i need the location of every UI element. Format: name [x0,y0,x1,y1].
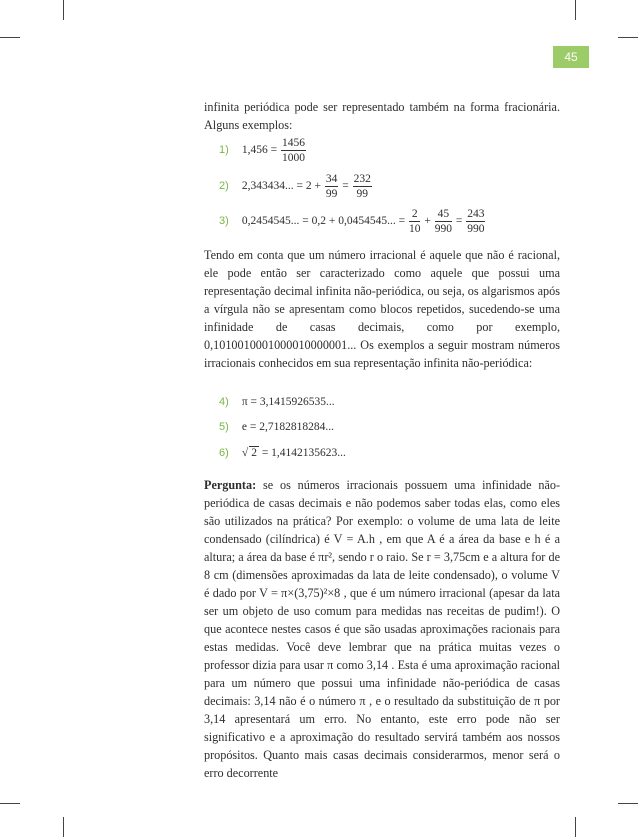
example-number: 6) [219,447,229,459]
crop-mark [0,803,20,804]
fraction [353,172,372,201]
example-number: 3) [219,215,229,228]
fraction [435,207,452,236]
example-5 [219,421,334,433]
crop-mark [618,803,638,804]
fraction [409,207,421,236]
plus-sign: + [424,215,431,228]
example-lhs: 1,456 = [241,144,278,157]
sqrt-expression: = 1,4142135623... [261,447,346,459]
example-4 [219,396,335,408]
question-label: Pergunta: [204,478,257,492]
example-6 [219,446,346,459]
crop-mark [0,37,20,38]
question-body: se os números irracionais possuem uma infinidade não-periódica de casas decimais e não podemos saber todas elas, como eles são utilizados na prática? Por exemplo: o volume de uma lata de leite condensado (cilíndrica) é V = A.h , em que A é a área da base e h é a altura; a área da base é πr², sendo r o raio. Se r = 3,75cm e a altura for de 8 cm (dimensões aproximadas da lata de leite condensado), o volume V é dado por V = π×(3,75)²×8 , que é um número irracional (apesar da lata ser um objeto de uso comum para medidas nas receitas de pudim!). O que acontece nestes casos é que são usadas aproximações racionais para estas medidas. Você deve lembrar que na prática muitas vezes o professor dizia para usar π como 3,14 . Esta é uma aproximação racional para um número que possui uma infinidade não-periódica de casas decimais: 3,14 não é o número π , e o resultado da substituição de π por 3,14 apresentará um erro. No entanto, este erro pode não ser significativo e a aproximação do resultado servirá também aos nossos propósitos. Quanto mais casas decimais considerarmos, menor será o erro decorrente [204,478,561,780]
denominator: 10 [408,223,421,235]
fraction [281,136,306,165]
question-paragraph [204,476,560,782]
numerator: 45 [435,207,452,222]
irrational-definition-paragraph: Tendo em conta que um número irracional é aquele que não é racional, ele pode então ser caracterizado como aquele que possui uma representação decimal infinita não-periódica, ou seja, os algarismos após a vírgula não se apresentam como blocos repetidos, sucedendo-se uma infinidade de casas decimais, como por exemplo, 0,1010010001000010000001... Os exemplos a seguir mostram números irracionais conhecidos em sua representação infinita não-periódica: [204,248,560,370]
crop-mark [63,0,64,20]
e-expression: e = 2,7182818284... [241,421,334,433]
example-2 [219,172,373,201]
denominator: 990 [467,223,485,235]
denominator: 1000 [282,152,305,164]
example-1 [219,136,307,165]
intro-paragraph: infinita periódica pode ser representado também na forma fracionária. Alguns exemplos: [204,100,560,132]
numerator: 232 [353,173,371,185]
radicand: 2 [251,447,257,459]
numerator: 243 [467,208,485,220]
sqrt-icon: √ [241,447,249,459]
example-lhs: 2,343434... = 2 + [241,180,321,193]
example-number: 2) [219,180,229,193]
crop-mark [63,817,64,837]
denominator: 99 [325,188,338,200]
example-number: 1) [219,144,229,157]
numerator: 1456 [282,137,305,149]
fraction [466,207,485,236]
denominator: 99 [356,188,368,200]
crop-mark [618,37,638,38]
crop-mark [575,817,576,837]
crop-mark [575,0,576,20]
page-number: 45 [553,46,589,68]
pi-expression: π = 3,1415926535... [241,396,335,408]
example-number: 4) [219,396,229,408]
equals-sign: = [455,215,463,228]
numerator: 34 [325,173,338,185]
denominator: 990 [434,223,452,235]
example-lhs: 0,2454545... = 0,2 + 0,0454545... = [241,215,406,228]
fraction [325,172,339,201]
example-3 [219,207,486,236]
example-number: 5) [219,421,229,433]
equals-sign: = [342,180,349,193]
numerator: 2 [409,207,421,222]
